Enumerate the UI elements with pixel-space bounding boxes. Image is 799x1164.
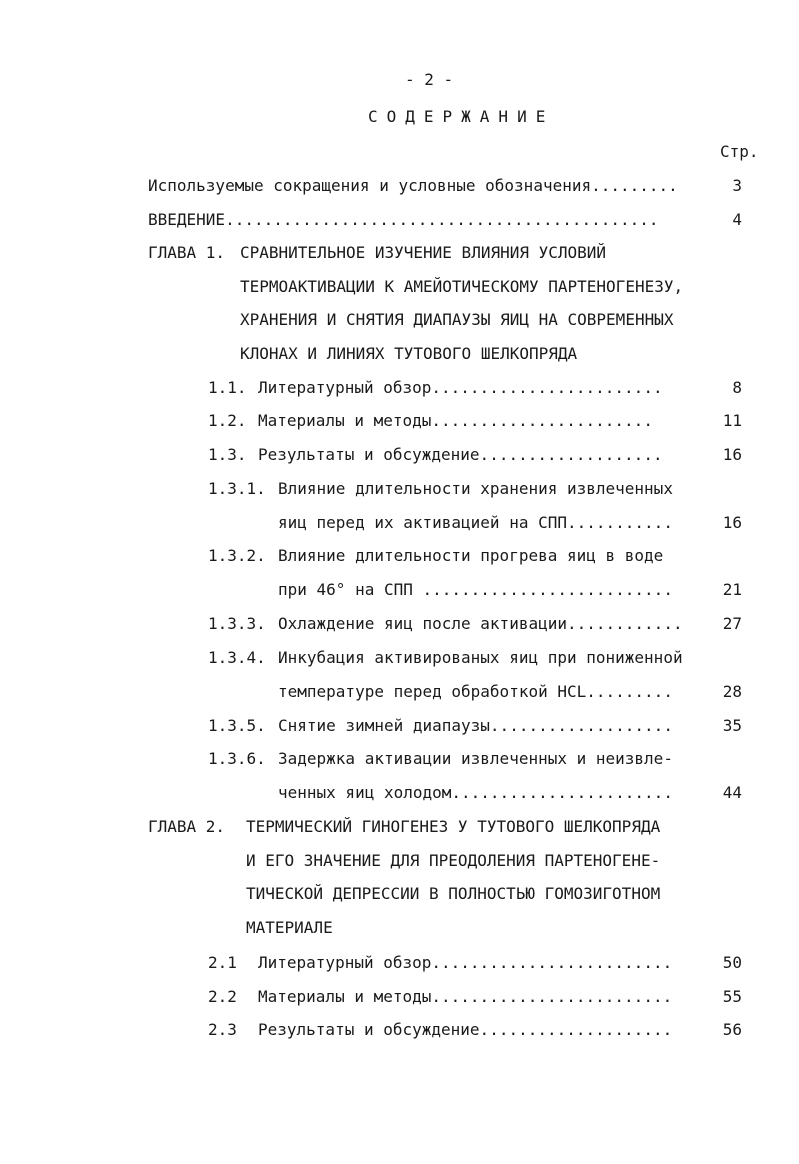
chapter-label: ГЛАВА 1. [148,243,226,262]
section-title-line: Задержка активации извлеченных и неизвле- [278,749,673,768]
toc-entry-page: 28 [722,682,742,701]
toc-entry-page: 35 [722,716,742,735]
chapter-label: ГЛАВА 2. [148,817,226,836]
section-title-line: Влияние длительности хранения извлеченных [278,479,673,498]
toc-entry-page: 55 [722,987,742,1006]
toc-entry-page: 8 [732,378,742,397]
section-number: 1.1. [208,378,247,397]
chapter-title-line: КЛОНАХ И ЛИНИЯХ ТУТОВОГО ШЕЛКОПРЯДА [240,344,578,363]
section-title-line: Инкубация активированых яиц при пониженной [278,648,683,667]
section-number: 1.3. [208,445,247,464]
chapter-title-line: ТЕРМОАКТИВАЦИИ К АМЕЙОТИЧЕСКОМУ ПАРТЕНОГЕНЕЗУ, [240,277,684,296]
section-title-line: при 46° на СПП .......................... [278,580,673,599]
toc-entry-page: 56 [722,1020,742,1039]
toc-heading: СОДЕРЖАНИЕ [368,107,555,126]
section-title: Результаты и обсуждение................... [258,445,663,464]
section-number: 1.3.2. [208,546,266,565]
page-number: - 2 - [405,70,454,89]
section-number: 1.3.3. [208,614,266,633]
toc-entry-page: 44 [722,783,742,802]
section-number: 2.2 [208,987,237,1006]
section-number: 1.3.6. [208,749,266,768]
section-title-line: температуре перед обработкой HCL......... [278,682,673,701]
section-title-line: яиц перед их активацией на СПП........... [278,513,673,532]
toc-entry-title: ВВЕДЕНИЕ............................................. [148,210,659,229]
section-number: 1.2. [208,411,247,430]
section-title-line: Влияние длительности прогрева яиц в воде [278,546,664,565]
chapter-title-line: ТИЧЕСКОЙ ДЕПРЕССИИ В ПОЛНОСТЬЮ ГОМОЗИГОТНОМ [246,884,661,903]
toc-entry-page: 21 [722,580,742,599]
section-number: 1.3.4. [208,648,266,667]
section-title: Литературный обзор......................... [258,953,673,972]
chapter-title-line: МАТЕРИАЛЕ [246,918,333,937]
section-number: 1.3.1. [208,479,266,498]
section-title: Охлаждение яиц после активации............ [278,614,683,633]
section-number: 2.1 [208,953,237,972]
section-title: Снятие зимней диапаузы................... [278,716,673,735]
chapter-title-line: ХРАНЕНИЯ И СНЯТИЯ ДИАПАУЗЫ ЯИЦ НА СОВРЕМЕННЫХ [240,310,674,329]
section-title-line: ченных яиц холодом....................... [278,783,673,802]
section-number: 1.3.5. [208,716,266,735]
toc-entry-page: 50 [722,953,742,972]
section-title: Материалы и методы....................... [258,411,653,430]
toc-entry-page: 16 [722,445,742,464]
page-column-label: Стр. [720,142,759,161]
toc-entry-page: 27 [722,614,742,633]
toc-entry-page: 11 [722,411,742,430]
toc-entry-page: 16 [722,513,742,532]
chapter-title-line: ТЕРМИЧЕСКИЙ ГИНОГЕНЕЗ У ТУТОВОГО ШЕЛКОПРЯДА [246,817,661,836]
toc-entry-page: 4 [732,210,742,229]
chapter-title-line: И ЕГО ЗНАЧЕНИЕ ДЛЯ ПРЕОДОЛЕНИЯ ПАРТЕНОГЕНЕ- [246,851,661,870]
section-title: Материалы и методы......................... [258,987,673,1006]
toc-entry-page: 3 [732,176,742,195]
section-number: 2.3 [208,1020,237,1039]
section-title: Результаты и обсуждение.................... [258,1020,673,1039]
toc-entry-title: Используемые сокращения и условные обозначения......... [148,176,678,195]
section-title: Литературный обзор........................ [258,378,663,397]
chapter-title-line: СРАВНИТЕЛЬНОЕ ИЗУЧЕНИЕ ВЛИЯНИЯ УСЛОВИЙ [240,243,607,262]
